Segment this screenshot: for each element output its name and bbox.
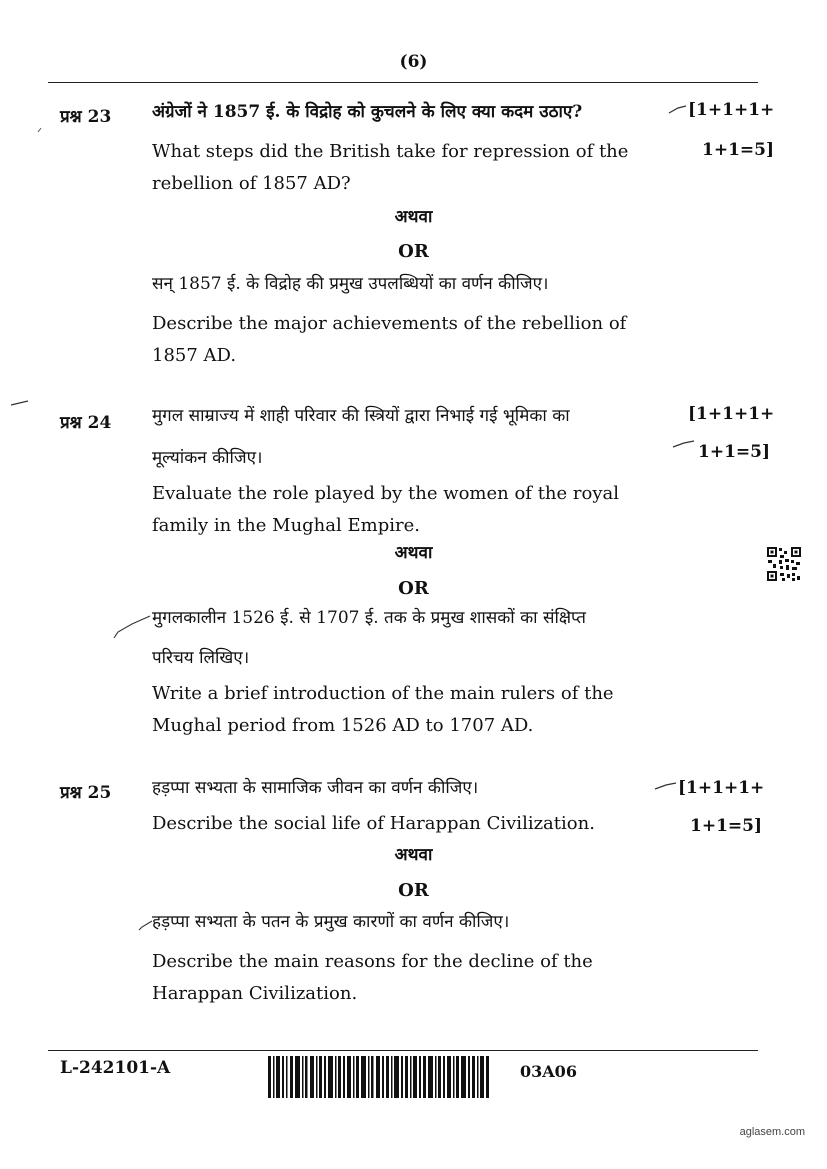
paper-code: L-242101-A: [60, 1058, 171, 1078]
question-24-number: प्रश्न 24: [60, 413, 112, 433]
question-24-or-hindi-line2: परिचय लिखिए।: [152, 648, 250, 668]
bottom-rule: [48, 1050, 758, 1051]
question-23-or-hindi: सन् 1857 ई. के विद्रोह की प्रमुख उपलब्धियों का वर्णन कीजिए।: [152, 274, 549, 294]
question-25-marks-line2: 1+1=5]: [690, 816, 763, 836]
barcode-label: 03A06: [520, 1062, 577, 1081]
question-24-alternative-hindi: अथवा: [394, 543, 433, 563]
tick-mark: [672, 438, 696, 450]
watermark: aglasem.com: [739, 1126, 805, 1138]
question-23-hindi: अंग्रेजों ने 1857 ई. के विद्रोह को कुचलने के लिए क्या कदम उठाए?: [152, 102, 583, 122]
question-25-or: OR: [398, 880, 429, 901]
question-23-english: What steps did the British take for repression of the rebellion of 1857 AD?: [152, 141, 629, 194]
stray-mark: [36, 126, 44, 134]
question-24-marks-line1: [1+1+1+: [688, 404, 775, 424]
question-25-marks-line1: [1+1+1+: [678, 778, 765, 798]
stray-mark: [10, 398, 30, 408]
question-23-or: OR: [398, 241, 429, 262]
question-25-english: Describe the social life of Harappan Civilization.: [152, 813, 595, 834]
tick-mark: [138, 918, 154, 932]
question-23-number: प्रश्न 23: [60, 107, 112, 127]
barcode: [268, 1056, 490, 1098]
question-24-or-english: Write a brief introduction of the main rulers of the Mughal period from 1526 AD to 1707 AD.: [152, 683, 614, 736]
tick-mark: [654, 780, 678, 792]
question-23-alternative-hindi: अथवा: [394, 207, 433, 227]
question-25-alternative-hindi: अथवा: [394, 845, 433, 865]
question-25-or-english: Describe the main reasons for the decline of the Harappan Civilization.: [152, 951, 593, 1004]
question-24-or: OR: [398, 578, 429, 599]
question-24-marks-line2: 1+1=5]: [698, 442, 771, 462]
question-25-hindi: हड़प्पा सभ्यता के सामाजिक जीवन का वर्णन कीजिए।: [152, 778, 479, 798]
page-number: (6): [399, 52, 428, 72]
question-25-number: प्रश्न 25: [60, 783, 112, 803]
question-24-hindi-line2: मूल्यांकन कीजिए।: [152, 448, 263, 468]
tick-mark: [112, 612, 152, 640]
question-23-or-english: Describe the major achievements of the rebellion of 1857 AD.: [152, 313, 627, 366]
top-rule: [48, 82, 758, 83]
tick-mark: [668, 104, 688, 116]
question-24-or-hindi-line1: मुगलकालीन 1526 ई. से 1707 ई. तक के प्रमुख शासकों का संक्षिप्त: [152, 608, 586, 628]
question-25-or-hindi: हड़प्पा सभ्यता के पतन के प्रमुख कारणों का वर्णन कीजिए।: [152, 912, 510, 932]
question-24-english: Evaluate the role played by the women of the royal family in the Mughal Empire.: [152, 483, 619, 536]
question-24-hindi-line1: मुगल साम्राज्य में शाही परिवार की स्त्रियों द्वारा निभाई गई भूमिका का: [152, 406, 570, 426]
question-23-marks-line2: 1+1=5]: [702, 140, 775, 160]
qr-code: [766, 546, 802, 582]
question-23-marks-line1: [1+1+1+: [688, 100, 775, 120]
